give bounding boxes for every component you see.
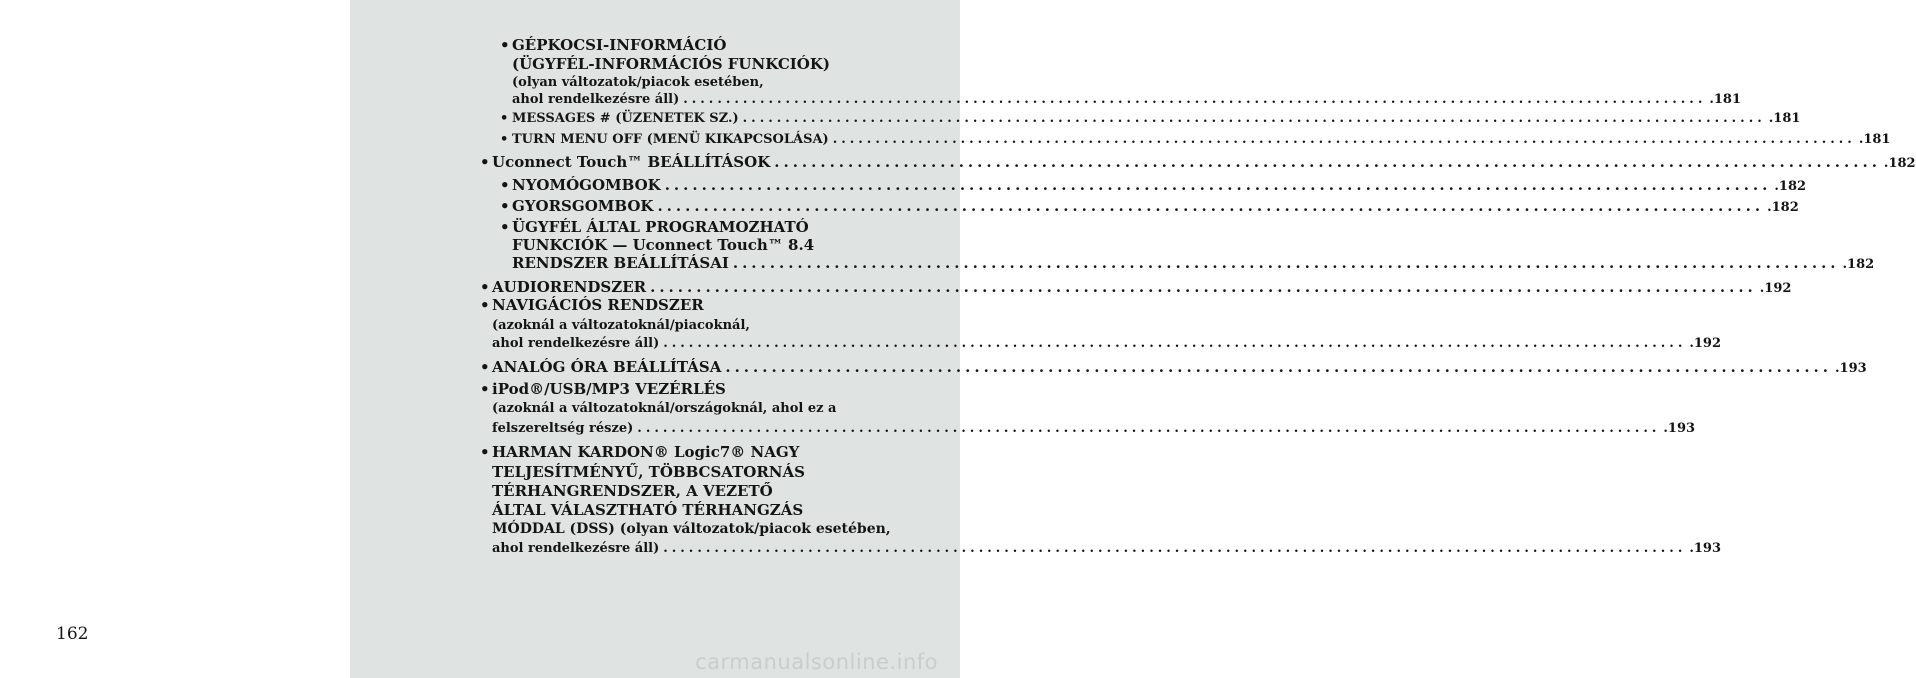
page-ref: .192 [1759,281,1792,296]
toc-entry-analog-clock[interactable] [480,358,1867,378]
page-number: 162 [56,624,89,644]
page-ref: .181 [1768,111,1801,126]
toc-entry-vehicle-info-page[interactable] [512,91,1742,109]
toc-entry-quick-keys[interactable] [500,197,1799,217]
leader-dots: ........................................................................................................................ [657,197,1765,215]
toc-entry-text: HARMAN KARDON® Logic7® NAGY [492,443,800,461]
page-ref: .193 [1835,361,1867,376]
toc-entry-turn-menu-off[interactable] [500,131,1891,149]
toc-entry-text: MESSAGES # (ÜZENETEK SZ.) [512,111,739,126]
page-ref: .193 [1689,541,1722,556]
toc-entry-navigation[interactable] [480,296,704,314]
page-ref: .182 [1883,156,1916,171]
leader-dots: ........................................................................................................................ [637,421,1661,436]
toc-entry-text: RENDSZER BEÁLLÍTÁSAI [512,254,729,272]
bullet: • [500,111,509,126]
page-ref: .181 [1858,132,1891,147]
toc-entry-text: iPod®/USB/MP3 VEZÉRLÉS [492,380,726,398]
leader-dots: ........................................................................................................................ [664,176,1772,194]
toc-entry-harman-kardon-page[interactable] [492,540,1722,558]
toc-entry-text: FUNKCIÓK — Uconnect Touch™ 8.4 [512,236,815,254]
toc-entry-text: ANALÓG ÓRA BEÁLLÍTÁSA [492,358,722,376]
toc-entry-continuation [492,501,803,519]
toc-entry-text: NAVIGÁCIÓS RENDSZER [492,296,704,314]
toc-entry-text: (azoknál a változatoknál/piacoknál, [492,318,750,333]
toc-entry-note [492,317,750,335]
leader-dots: ........................................................................................................................ [650,278,1757,296]
toc-entry-push-buttons[interactable] [500,176,1807,196]
leader-dots: ........................................................................................................................ [663,541,1687,556]
toc-entry-text: (azoknál a változatoknál/országoknál, ahol ez a [492,401,837,416]
left-page [0,0,350,678]
page-ref: .182 [1767,200,1799,215]
toc-entry-navigation-page[interactable] [492,335,1722,353]
toc-entry-continuation [512,55,830,73]
toc-entry-harman-kardon[interactable] [480,443,799,461]
bullet: • [500,36,510,54]
leader-dots: ........................................................................................................................ [683,92,1707,107]
bullet: • [500,132,509,147]
toc-entry-text: GÉPKOCSI-INFORMÁCIÓ [512,36,727,54]
toc-entry-ipod-usb-mp3[interactable] [480,380,726,398]
page-ref: .192 [1689,336,1722,351]
toc-panel [350,0,1916,678]
bullet: • [500,197,510,215]
bullet: • [500,218,510,236]
bullet: • [480,278,490,296]
toc-entry-continuation [492,520,891,538]
toc-entry-continuation [492,463,805,481]
toc-entry-messages[interactable] [500,110,1801,128]
toc-entry-continuation [512,236,814,254]
toc-entry-text: felszereltség része) [492,421,634,436]
toc-entry-vehicle-info[interactable] [500,36,726,54]
toc-entry-text: (olyan változatok/piacok esetében, [512,75,764,90]
leader-dots: ........................................................................................................................ [742,111,1766,126]
toc-entry-audio-system[interactable] [480,278,1792,298]
bullet: • [480,358,490,376]
page-ref: .182 [1842,257,1875,272]
toc-entry-system-settings[interactable] [512,254,1875,274]
leader-dots: ........................................................................................................................ [832,132,1856,147]
toc-entry-text: ahol rendelkezésre áll) [512,92,680,107]
toc-entry-text: TÉRHANGRENDSZER, A VEZETŐ [492,482,773,500]
toc-entry-text: TURN MENU OFF (MENÜ KIKAPCSOLÁSA) [512,132,829,147]
toc-entry-text: Uconnect Touch™ BEÁLLÍTÁSOK [492,153,771,171]
page-ref: .182 [1774,179,1807,194]
toc-entry-text: (ÜGYFÉL-INFORMÁCIÓS FUNKCIÓK) [512,55,831,73]
watermark: carmanualsonline.info [695,650,938,674]
toc-entry-note [492,400,836,418]
bullet: • [480,443,490,461]
page-ref: .193 [1663,421,1696,436]
toc-entry-text: NYOMÓGOMBOK [512,176,661,194]
leader-dots: ........................................................................................................................ [725,358,1833,376]
toc-entry-uconnect-settings[interactable] [480,153,1916,173]
bullet: • [480,296,490,314]
leader-dots: ........................................................................................................................ [732,254,1840,272]
toc-entry-text: MÓDDAL (DSS) (olyan változatok/piacok esetében, [492,521,891,537]
page-ref: .181 [1709,92,1742,107]
table-of-contents [350,0,1916,678]
bullet: • [500,176,510,194]
toc-entry-text: GYORSGOMBOK [512,197,654,215]
toc-entry-text: ÜGYFÉL ÁLTAL PROGRAMOZHATÓ [512,218,809,236]
toc-entry-text: ÁLTAL VÁLASZTHATÓ TÉRHANGZÁS [492,501,804,519]
toc-entry-ipod-page[interactable] [492,420,1696,438]
toc-entry-text: TELJESÍTMÉNYŰ, TÖBBCSATORNÁS [492,463,805,481]
toc-entry-note [512,74,764,92]
toc-entry-text: ahol rendelkezésre áll) [492,541,660,556]
bullet: • [480,153,490,171]
bullet: • [480,380,490,398]
leader-dots: ........................................................................................................................ [663,336,1687,351]
toc-entry-programmable-features[interactable] [500,218,809,236]
leader-dots: ........................................................................................................................ [774,153,1881,171]
toc-entry-text: AUDIORENDSZER [492,278,647,296]
toc-entry-continuation [492,482,773,500]
toc-entry-text: ahol rendelkezésre áll) [492,336,660,351]
